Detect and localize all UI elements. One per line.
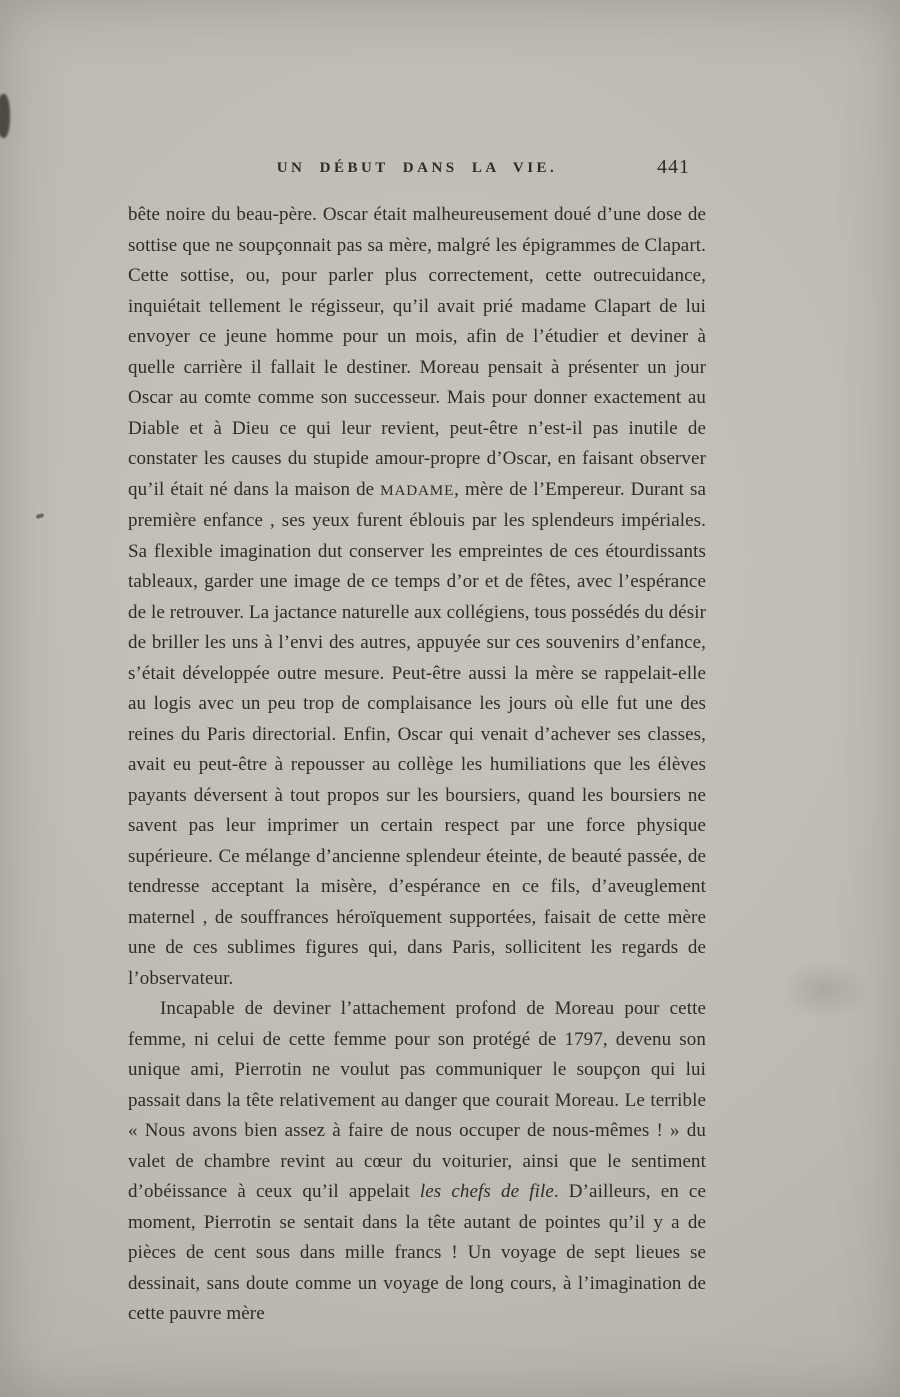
text-run: . D’ailleurs, en ce moment, Pierrotin se sentait dans la tête autant de pointes qu’il y a de pièces de cent sous dans mille francs ! Un voyage de sept lieues se dessinait, sans doute comme un voyage de long cours, à l’imagination de cette pauvre mère [128,1181,706,1324]
scan-speck-left-margin [36,513,45,519]
running-header [128,156,706,190]
scan-speck-top-left [0,94,10,138]
smallcaps-text-run: MADAME [380,481,455,499]
italic-text-run: les chefs de file [419,1181,554,1202]
page-text-block [128,156,707,1330]
page-number: 441 [657,156,690,178]
scan-bleedthrough-smudge [780,960,870,1020]
paragraph [128,200,706,994]
paragraph [128,994,706,1330]
body-text [128,200,706,1330]
text-run: Incapable de deviner l’attachement profond de Moreau pour cette femme, ni celui de cette femme pour son protégé de 1797, devenu son unique ami, Pierrotin ne voulut pas communiquer le soupçon qui lui passait dans la tête relativement au danger que courait Moreau. Le terrible « Nous avons bien assez à faire de nous occuper de nous-mêmes ! » du valet de chambre revint au cœur du voiturier, ainsi que le sentiment d’obéissance à ceux qu’il appelait [128,998,706,1202]
running-title: UN DÉBUT DANS LA VIE. [276,160,558,176]
text-run: , mère de l’Empereur. Durant sa première enfance , ses yeux furent éblouis par les splendeurs impériales. Sa flexible imagination dut conserver les empreintes de ces étourdissants tableaux, garder une image de ce temps d’or et de fêtes, avec l’espérance de le retrouver. La jactance naturelle aux collégiens, tous possédés du désir de briller les uns à l’envi des autres, appuyée sur ces souvenirs d’enfance, s’était développée outre mesure. Peut-être aussi la mère se rappelait-elle au logis avec un peu trop de complaisance les jours où elle fut une des reines du Paris directorial. Enfin, Oscar qui venait d’achever ses classes, avait eu peut-être à repousser au collège les humiliations que les élèves payants déversent à tout propos sur les boursiers, quand les boursiers ne savent pas leur imprimer un certain respect par une force physique supérieure. Ce mélange d’ancienne splendeur éteinte, de beauté passée, de tendresse acceptant la misère, d’espérance en ce fils, d’aveuglement maternel , de souffrances héroïquement supportées, faisait de cette mère une de ces sublimes figures qui, dans Paris, sollicitent les regards de l’observateur. [128,478,707,989]
text-run: bête noire du beau-père. Oscar était malheureusement doué d’une dose de sottise que ne soupçonnait pas sa mère, malgré les épigrammes de Clapart. Cette sottise, ou, pour parler plus correctement, cette outrecuidance, inquiétait tellement le régisseur, qu’il avait prié madame Clapart de lui envoyer ce jeune homme pour un mois, afin de l’étudier et deviner à quelle carrière il fallait le destiner. Moreau pensait à présenter un jour Oscar au comte comme son successeur. Mais pour donner exactement au Diable et à Dieu ce qui leur revient, peut-être n’est-il pas inutile de constater les causes du stupide amour-propre d’Oscar, en faisant observer qu’il était né dans la maison de [128,204,706,500]
